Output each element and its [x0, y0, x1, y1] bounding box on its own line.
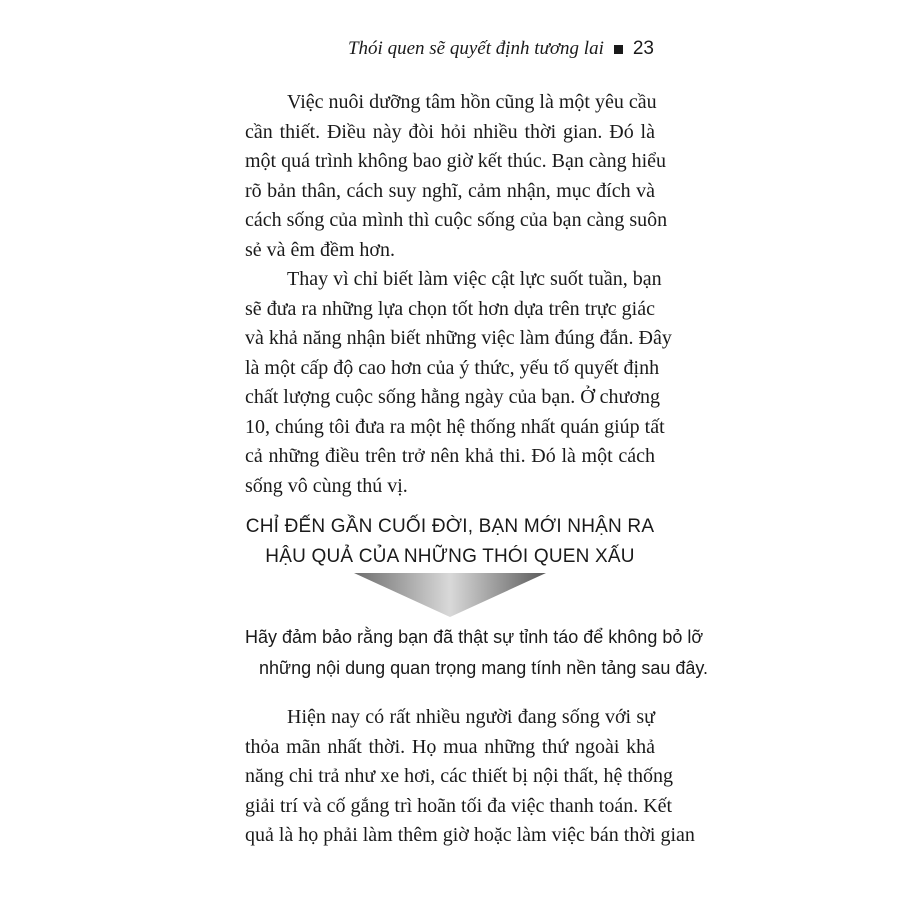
paragraph-line: sẻ và êm đềm hơn.: [245, 238, 395, 261]
callout-heading-line: HẬU QUẢ CỦA NHỮNG THÓI QUEN XẤU: [265, 546, 635, 567]
callout-note-line: Hãy đảm bảo rằng bạn đã thật sự tỉnh táo để không bỏ lỡ: [245, 627, 704, 647]
callout-note-line: những nội dung quan trọng mang tính nền tảng sau đây.: [259, 658, 709, 678]
paragraph-line: sẽ đưa ra những lựa chọn tốt hơn dựa trên trực giác: [245, 297, 655, 320]
paragraph-line: là một cấp độ cao hơn của ý thức, yếu tố quyết định: [245, 356, 660, 379]
paragraph-line: cần thiết. Điều này đòi hỏi nhiều thời gian. Đó là: [245, 120, 655, 143]
paragraph-line: Thay vì chỉ biết làm việc cật lực suốt tuần, bạn: [287, 268, 662, 290]
paragraph-line: thỏa mãn nhất thời. Họ mua những thứ ngoài khả: [245, 735, 655, 758]
paragraph-line: cách sống của mình thì cuộc sống của bạn càng suôn: [245, 209, 668, 231]
paragraph-2: [245, 265, 672, 501]
paragraph-line: và khả năng nhận biết những việc làm đúng đắn. Đây: [245, 327, 672, 349]
paragraph-line: rõ bản thân, cách suy nghĩ, cảm nhận, mục đích và: [245, 179, 655, 202]
paragraph-1: [245, 88, 668, 265]
running-title: Thói quen sẽ quyết định tương lai: [347, 38, 604, 59]
paragraph-line: một quá trình không bao giờ kết thúc. Bạn càng hiểu: [245, 150, 667, 172]
paragraph-line: sống vô cùng thú vị.: [245, 474, 408, 497]
paragraph-line: chất lượng cuộc sống hằng ngày của bạn. Ở chương: [245, 386, 660, 408]
paragraph-line: 10, chúng tôi đưa ra một hệ thống nhất quán giúp tất: [245, 415, 665, 438]
header-bullet: [614, 45, 623, 54]
paragraph-3: [245, 703, 695, 851]
page-number: 23: [632, 38, 654, 59]
callout-heading-line: CHỈ ĐẾN GẦN CUỐI ĐỜI, BẠN MỚI NHẬN RA: [245, 516, 655, 537]
paragraph-line: cả những điều trên trở nên khả thi. Đó là một cách: [245, 445, 655, 467]
callout-heading: [245, 512, 655, 572]
paragraph-line: giải trí và cố gắng trì hoãn tối đa việc thanh toán. Kết: [245, 794, 673, 817]
paragraph-line: Hiện nay có rất nhiều người đang sống với sự: [287, 706, 655, 728]
paragraph-line: năng chi trả như xe hơi, các thiết bị nội thất, hệ thống: [245, 765, 673, 787]
running-header: [348, 38, 654, 60]
callout-note: [245, 622, 709, 684]
paragraph-line: Việc nuôi dưỡng tâm hồn cũng là một yêu cầu: [287, 91, 657, 113]
paragraph-line: quả là họ phải làm thêm giờ hoặc làm việc bán thời gian: [245, 824, 695, 846]
down-arrow-icon: [354, 573, 546, 617]
